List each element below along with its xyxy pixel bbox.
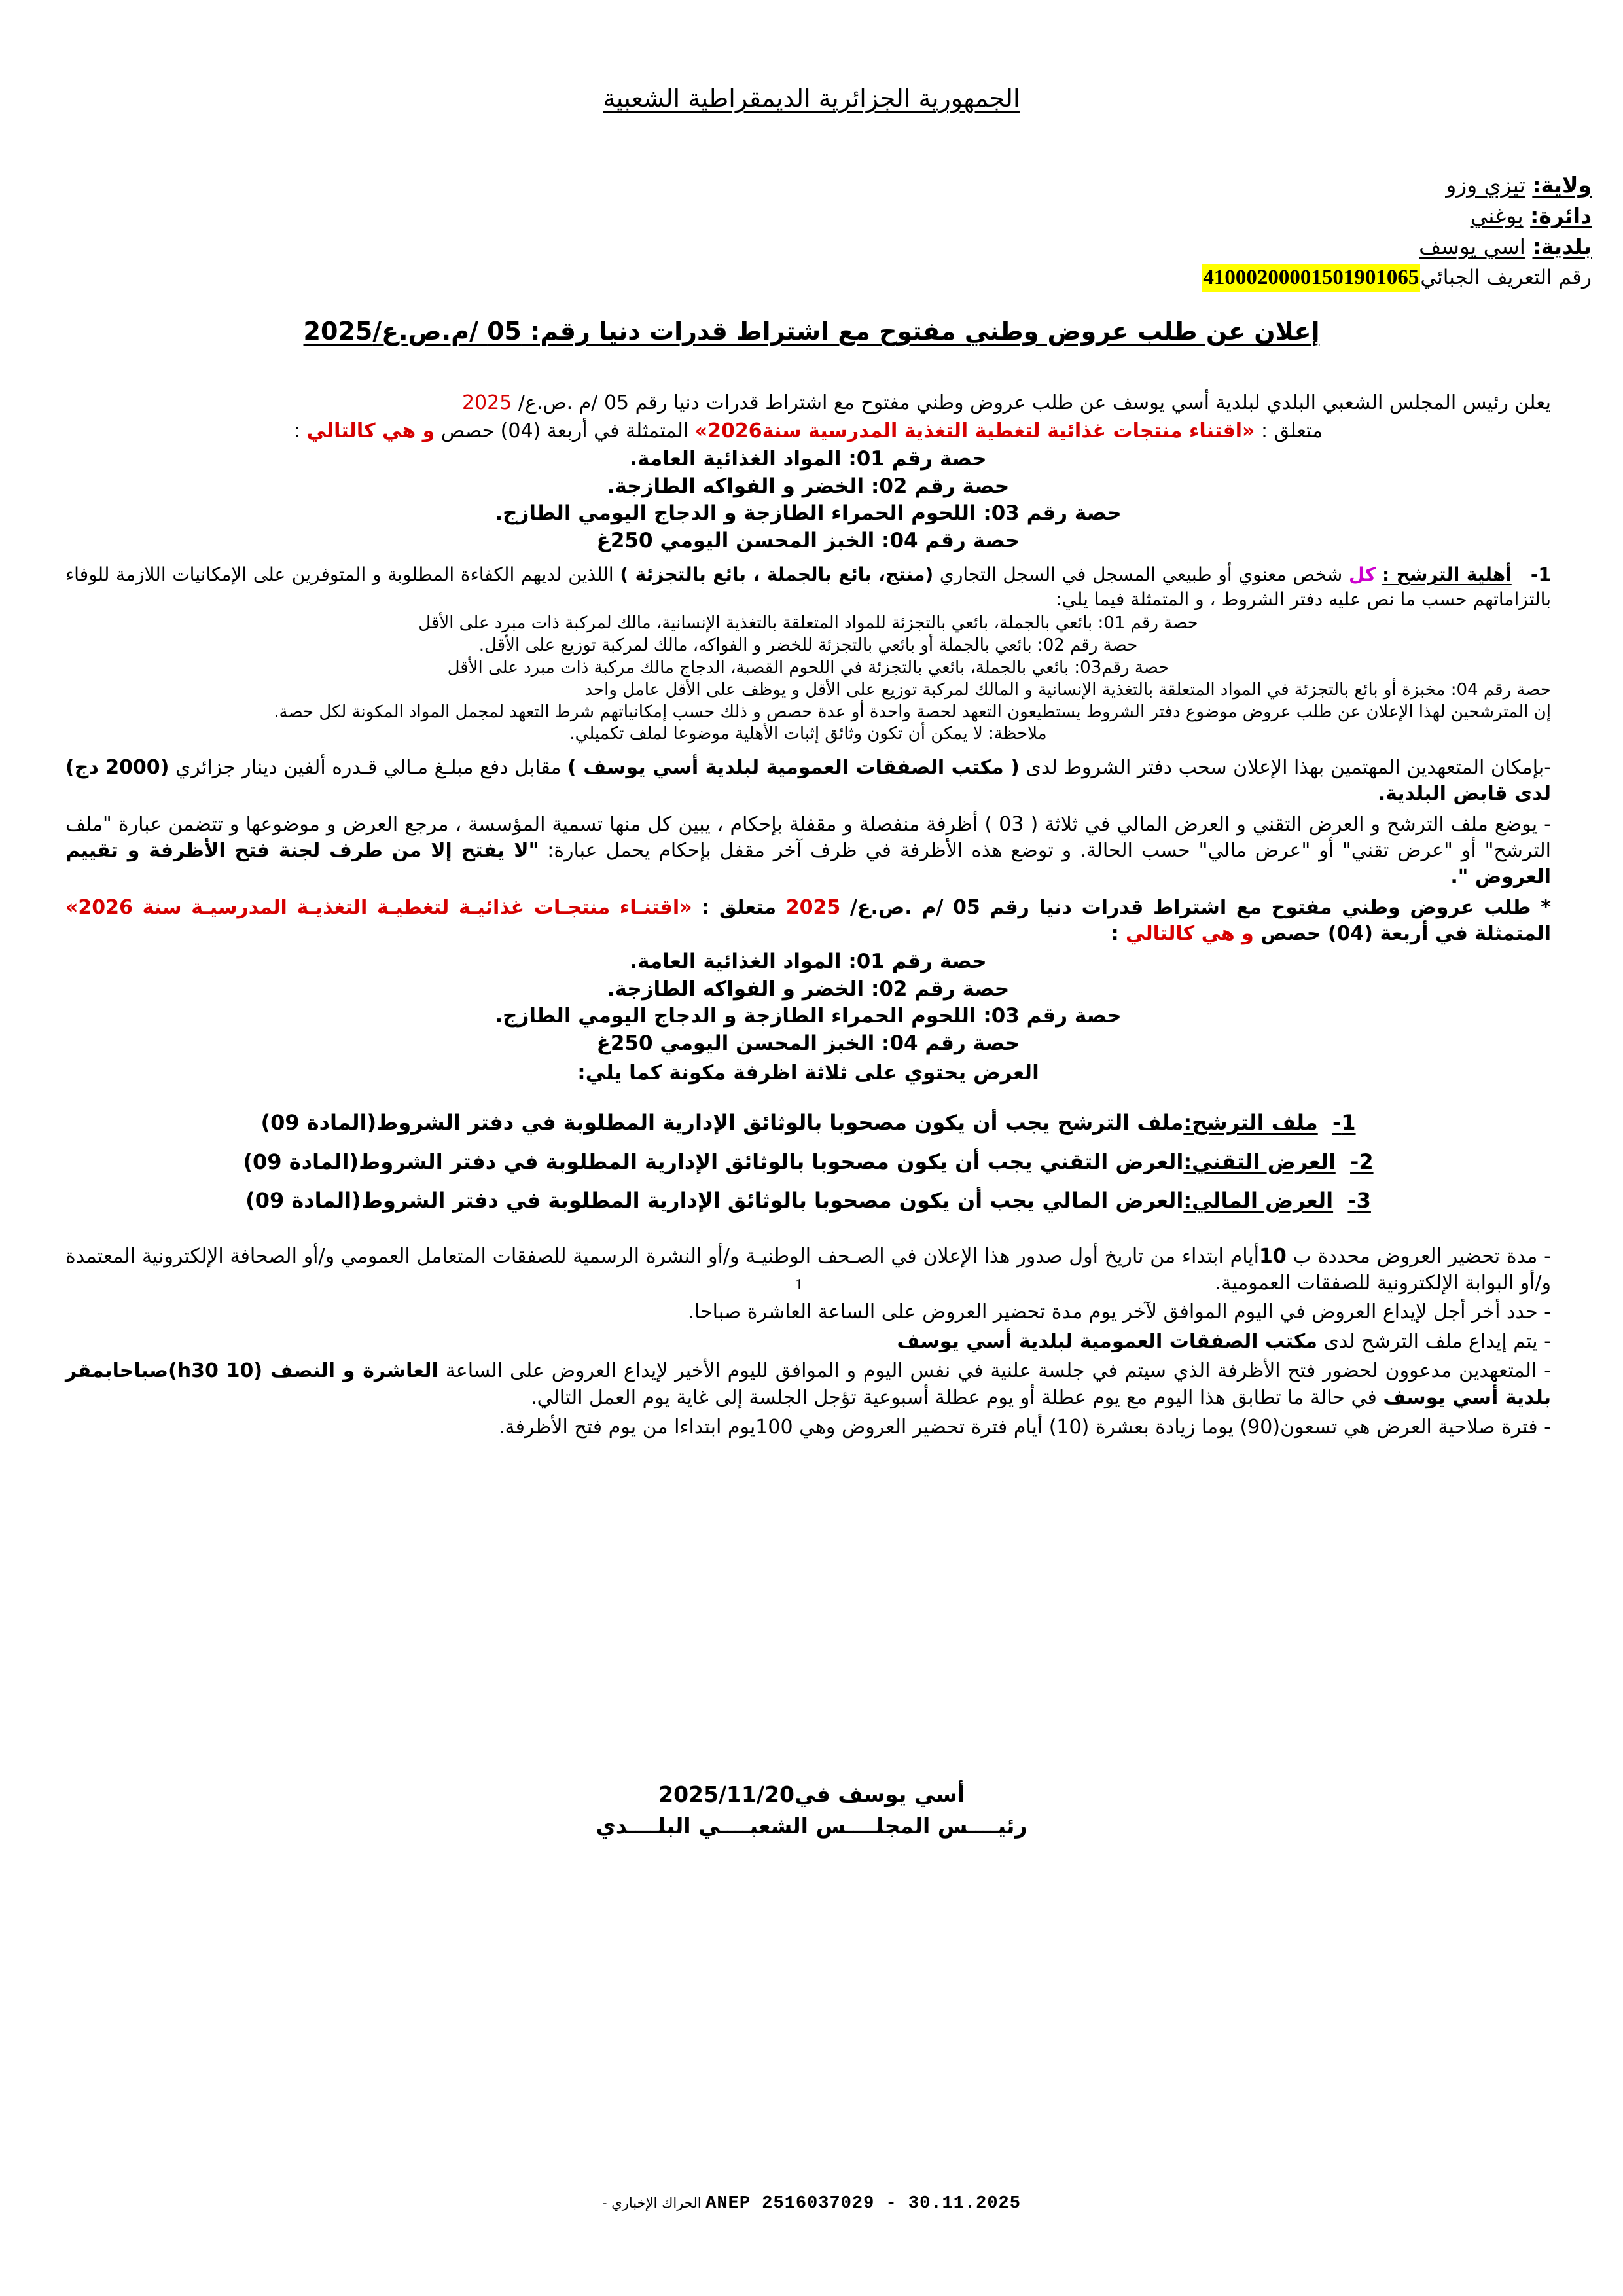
condition-deposit-place (65, 1329, 1551, 1355)
offer-file-index-3: 3- (1347, 1188, 1371, 1213)
eligibility-emphasis: كل (1348, 564, 1376, 586)
condition-offer-validity: - فترة صلاحية العرض هي تسعون(90) يوما زيادة بعشرة (10) أيام فترة تحضير العروض وهي 100يوم ابتداءا من يوم فتح الأظرفة. (499, 1415, 1551, 1439)
tender-headline-text: إعلان عن طلب عروض وطني مفتوح مع اشتراط قدرات دنيا رقم: 05 /م.ص.ع/2025 (303, 317, 1320, 346)
eligibility-title: أهلية الترشح : (1382, 564, 1512, 586)
condition-opening-pre: - المتعهدين مدعوون لحضور فتح الأظرفة الذي سيتم في جلسة علنية في نفس اليوم و الموافق لليوم الأخير لإيداع العروض على الساعة (438, 1359, 1551, 1382)
tax-id-row (872, 264, 1592, 292)
withdrawal-office: ( مكتب الصفقات العمومية لبلدية أسي يوسف ) (567, 756, 1020, 780)
offer-file-index-2: 2- (1350, 1149, 1374, 1174)
offer-file-text-3: العرض المالي يجب أن يكون مصحوبا بالوثائق الإدارية المطلوبة في دفتر الشروط(المادة 09) (245, 1188, 1184, 1213)
daira-row (872, 202, 1592, 230)
daira-label: دائرة: (1530, 202, 1592, 228)
wilaya-row (872, 171, 1592, 200)
offer-file-item-3 (65, 1187, 1551, 1215)
eligibility-text-a: شخص معنوي أو طبيعي المسجل في السجل التجاري (933, 564, 1349, 586)
subject-quote: «اقتناء منتجات غذائية لتغطية التغذية المدرسية سنة2026» (694, 419, 1255, 442)
withdrawal-amount: (2000 دج) لدى قابض البلدية. (65, 756, 1551, 805)
offer-file-key-3: العرض المالي: (1183, 1188, 1334, 1213)
footer (0, 2194, 1623, 2214)
baladia-row (872, 233, 1592, 261)
announcement-paragraph (65, 390, 1551, 416)
repeat-highlight: و هي كالتالي (1126, 922, 1254, 945)
condition-prep-days: 10 (1259, 1244, 1287, 1268)
repeat-middle: المتمثلة في أربعة (04) حصص (1253, 922, 1551, 945)
repeat-end: : (1111, 922, 1126, 945)
offer-file-index-1: 1- (1332, 1109, 1356, 1135)
eligibility-detail-02: حصة رقم 02: بائعي بالجملة أو بائعي بالتجزئة للخضر و الفواكه، مالك لمركبة توزيع على الأقل. (478, 636, 1138, 656)
condition-preparation-period (65, 1244, 1551, 1297)
offer-file-key-1: ملف الترشح: (1183, 1109, 1318, 1135)
wilaya-label: ولاية: (1532, 172, 1592, 198)
eligibility-detail-01: حصة رقم 01: بائعي بالجملة، بائعي بالتجزئة للمواد المتعلقة بالتغذية الإنسانية، مالك لمركبة ذات مبرد على الأقل (418, 613, 1198, 634)
eligibility-paragraph (65, 562, 1551, 611)
withdrawal-text-b: مقابل دفع مبلـغ مـالي قـدره ألفين دينار جزائري (169, 756, 568, 780)
offer-structure-line: العرض يحتوي على ثلاثة اظرفة مكونة كما يلي: (577, 1061, 1039, 1085)
lot-item-04: حصة رقم 04: الخبز المحسن اليومي 250غ (596, 528, 1020, 552)
eligibility-detail-04: حصة رقم 04: مخبزة أو بائع بالتجزئة في المواد المتعلقة بالتغذية الإنسانية و المالك لمركبة توزيع على الأقل و يوظف على الأقل عامل واحد (584, 679, 1551, 700)
eligibility-index: 1- (1530, 564, 1552, 586)
repeat-lot-03: حصة رقم 03: اللحوم الحمراء الطازجة و الدجاج اليومي الطازج. (495, 1004, 1122, 1028)
condition-opening-morning: صباحا (112, 1359, 169, 1382)
repeat-lot-01: حصة رقم 01: المواد الغذائية العامة. (630, 950, 987, 974)
repeat-line-b: متعلق : (692, 896, 786, 920)
wilaya-value: تيزي وزو (1446, 172, 1525, 198)
offer-files-list (65, 1109, 1551, 1215)
repeat-year: 2025 (785, 896, 841, 920)
offer-file-item-2 (65, 1149, 1551, 1176)
eligibility-roles: (منتج، بائع بالجملة ، بائع بالتجزئة ) (620, 564, 934, 586)
signature-place-date: أسي يوسف في2025/11/20 (658, 1782, 965, 1807)
anep-reference: ANEP 2516037029 - 30.11.2025 (705, 2194, 1021, 2214)
offer-file-text-2: العرض التقني يجب أن يكون مصحوبا بالوثائق الإدارية المطلوبة في دفتر الشروط(المادة 09) (243, 1149, 1184, 1174)
signature-authority: رئيــــس المجلــــس الشعبــــي البلــــدي (596, 1812, 1027, 1839)
envelopes-text: - يوضع ملف الترشح و العرض التقني و العرض المالي في ثلاثة ( 03 ) أظرفة منفصلة و مقفلة بإحكام ، يبين كل منها تسمية المؤسسة ، مرجع العرض و موضوعها و تتضمن عبارة "ملف الترشح" أو "عرض تقني" أو "عرض مالي" حسب الحالة. و توضع هذه الأظرفة في ظرف آخر مقفل بإحكام يحمل عبارة: (65, 813, 1552, 862)
condition-deposit-deadline: - حدد أخر أجل لإيداع العروض في اليوم الموافق لآخر يوم مدة تحضير العروض على الساعة العاشرة صباحا. (688, 1300, 1551, 1324)
withdrawal-paragraph (65, 755, 1551, 806)
condition-opening-session (65, 1358, 1551, 1412)
condition-prep-pre: - مدة تحضير العروض محددة ب (1286, 1244, 1551, 1268)
eligibility-note: ملاحظة: لا يمكن أن تكون وثائق إثبات الأهلية موضوعا لملف تكميلي. (569, 724, 1047, 744)
offer-file-text-1: ملف الترشح يجب أن يكون مصحوبا بالوثائق الإدارية المطلوبة في دفتر الشروط(المادة 09) (260, 1109, 1184, 1135)
baladia-label: بلدية: (1532, 233, 1592, 259)
republic-title-text: الجمهورية الجزائرية الديمقراطية الشعبية (603, 84, 1020, 113)
page-number: 1 (795, 1276, 803, 1293)
announcement-year: 2025 (461, 391, 512, 414)
condition-opening-place: بمقر بلدية أسي يوسف (65, 1359, 1551, 1409)
daira-value: بوغني (1470, 202, 1524, 228)
condition-place-pre: - يتم إيداع ملف الترشح لدى (1317, 1330, 1551, 1354)
lot-item-01: حصة رقم 01: المواد الغذائية العامة. (630, 447, 987, 471)
repeat-lot-04: حصة رقم 04: الخبز المحسن اليومي 250غ (596, 1031, 1020, 1055)
subject-paragraph (65, 418, 1551, 444)
document-body (65, 390, 1551, 1443)
withdrawal-text-a: -بإمكان المتعهدين المهتمين بهذا الإعلان سحب دفتر الشروط لدى (1019, 756, 1552, 780)
eligibility-text-b: اللذين لديهم الكفاءة المطلوبة و المتوفرين على الإمكانيات اللازمة للوفاء بالتزاماتهم حسب ما نص عليه دفتر الشروط ، و المتمثلة فيما يلي: (65, 564, 1551, 610)
page-title (0, 84, 1623, 113)
announcement-text: يعلن رئيس المجلس الشعبي البلدي لبلدية أسي يوسف عن طلب عروض وطني مفتوح مع اشتراط قدرات دنيا رقم 05 /م .ص.ع/ (512, 391, 1551, 414)
subject-highlight: و هي كالتالي (306, 419, 435, 442)
condition-opening-post: في حالة ما تطابق هذا اليوم مع يوم عطلة أو يوم عطلة أسبوعية تؤجل الجلسة إلى غاية يوم العمل التالي. (531, 1386, 1383, 1409)
subject-label: متعلق : (1260, 419, 1323, 442)
condition-opening-time: العاشرة و النصف (10 h30) (168, 1359, 438, 1382)
condition-place-office: مكتب الصفقات العمومية لبلدية أسي يوسف (897, 1330, 1317, 1354)
baladia-value: اسي يوسف (1419, 233, 1525, 259)
eligibility-commitment-paragraph: إن المترشحين لهذا الإعلان عن طلب عروض موضوع دفتر الشروط يستطيعون التعهد لحصة واحدة أو عدة حصص و ذلك حسب إمكانياتهم شرط التعهد لمجمل المواد المكونة لكل حصة. (274, 702, 1551, 722)
administrative-header (872, 171, 1592, 292)
subject-middle: المتمثلة في أربعة (04) حصص (435, 419, 695, 442)
tender-headline (0, 317, 1623, 346)
repeat-paragraph (65, 895, 1551, 946)
signature-block (0, 1779, 1623, 1842)
tax-id-label: رقم التعريف الجبائي (1420, 265, 1592, 289)
offer-file-key-2: العرض التقني: (1183, 1149, 1336, 1174)
eligibility-detail-03: حصة رقم03: بائعي بالجملة، بائعي بالتجزئة في اللحوم القصبة، الدجاج مالك مركبة ذات مبرد على الأقل (447, 657, 1169, 677)
repeat-lot-02: حصة رقم 02: الخضر و الفواكه الطازجة. (607, 977, 1010, 1001)
lot-item-02: حصة رقم 02: الخضر و الفواكه الطازجة. (607, 474, 1010, 498)
repeat-quote: «اقتنـاء منتجـات غذائيـة لتغطيـة التغذيـة المدرسيـة سنة 2026» (65, 896, 692, 920)
subject-end: : (293, 419, 307, 442)
repeat-line-a: * طلب عروض وطني مفتوح مع اشتراط قدرات دنيا رقم 05 /م .ص.ع/ (840, 896, 1551, 920)
offer-file-item-1 (65, 1109, 1551, 1137)
tax-id-value: 41000200001501901065 (1202, 264, 1420, 292)
condition-prep-post: أيام ابتداء من تاريخ أول صدور هذا الإعلان في الصـحف الوطنيـة و/أو النشرة الرسمية للصفقات المتعامل العمومي و/أو الصحافة الإلكترونية المعتمدة و/أو البوابة الإلكترونية للصفقات العمومية. (65, 1244, 1551, 1295)
envelopes-paragraph (65, 812, 1551, 889)
lot-item-03: حصة رقم 03: اللحوم الحمراء الطازجة و الدجاج اليومي الطازج. (495, 501, 1122, 526)
envelopes-phrase: "لا يفتح إلا من طرف لجنة فتح الأظرفة و تقييم العروض ". (65, 838, 1551, 888)
footer-source: الحراك الإخباري - (602, 2195, 702, 2211)
